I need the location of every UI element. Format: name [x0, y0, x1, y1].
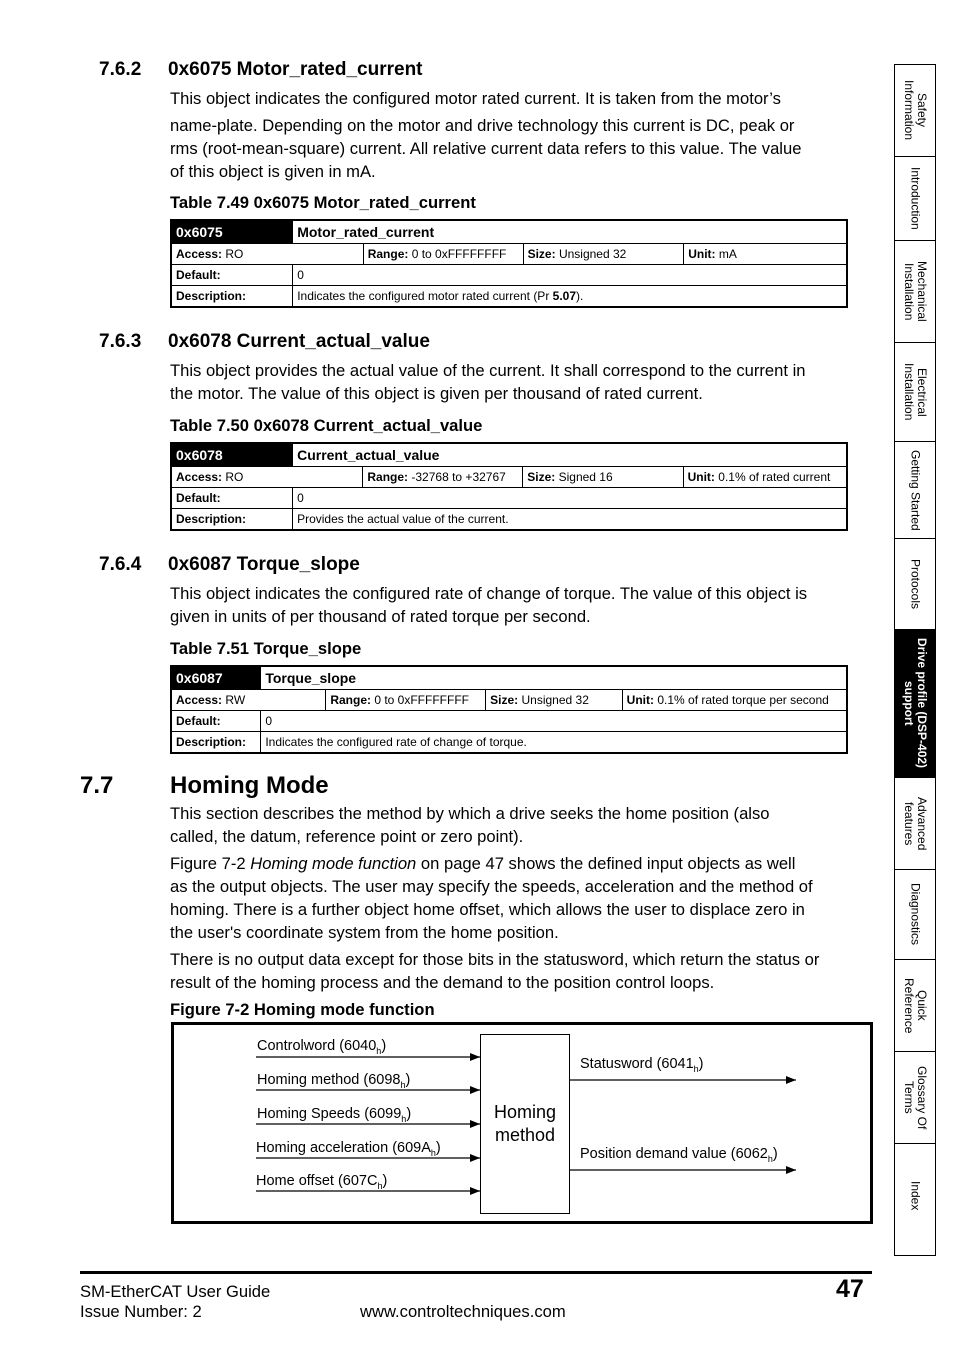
object-table-0x6078 [170, 442, 848, 531]
block-label-line: Homing [493, 1102, 557, 1122]
figure-reference-link[interactable]: Homing mode function [250, 854, 417, 873]
para-line: This object indicates the configured rate of change of torque. The value of this object is [170, 584, 808, 603]
input-label-home-offset: Home offset $(607C_h)$ [256, 1173, 388, 1191]
side-tab-8[interactable] [895, 870, 935, 960]
footer-rule [80, 1271, 872, 1274]
side-tab-label: Advanced features [902, 796, 929, 851]
section-title: 0x6087 Torque_slope [168, 554, 360, 575]
object-table-0x6075 [170, 219, 848, 308]
unit-cell: Unit: 0.1% of rated current [683, 467, 847, 488]
para-line: This object provides the actual value of the current. It shall correspond to the current in [170, 361, 806, 380]
range-cell: Range: 0 to 0xFFFFFFFF [363, 244, 523, 265]
table-caption-7-49: Table 7.49 0x6075 Motor_rated_current [170, 193, 476, 212]
para-line: given in units of per thousand of rated torque per second. [170, 607, 591, 626]
side-tab-label: Index [908, 1181, 923, 1211]
side-tab-label: Introduction [908, 167, 923, 230]
unit-cell: Unit: 0.1% of rated torque per second [622, 690, 847, 711]
para-line: the motor. The value of this object is given per thousand of rated current. [170, 384, 703, 403]
figure-caption-7-2: Figure 7-2 Homing mode function [170, 1000, 435, 1019]
footer-guide-title: SM-EtherCAT User Guide [80, 1282, 271, 1301]
side-tab-2[interactable] [895, 241, 935, 343]
side-tab-label: Safety Information [902, 80, 929, 141]
footer-issue-number: Issue Number: 2 [80, 1302, 202, 1321]
homing-method-block [480, 1034, 570, 1214]
homing-mode-diagram [171, 1022, 873, 1224]
side-tab-7[interactable] [895, 778, 935, 870]
description-value: Indicates the configured motor rated current (Pr 5.07). [293, 286, 847, 308]
object-index: 0x6075 [171, 220, 293, 244]
access-cell: Access: RO [171, 244, 363, 265]
section-number: 7.6.3 [99, 331, 142, 352]
side-tab-label: Drive profile (DSP-402) support [902, 638, 929, 769]
para-line: Figure 7-2 Homing mode function on page 47 shows the defined input objects as well [170, 854, 796, 873]
input-label-homing-speeds: Homing Speeds $(6099_h)$ [257, 1106, 412, 1124]
description-label: Description: [171, 286, 293, 308]
section-number: 7.6.4 [99, 554, 142, 575]
side-tab-label: Mechanical Installation [902, 261, 929, 322]
default-label: Default: [171, 711, 261, 732]
para-line: This object indicates the configured motor rated current. It is taken from the motor’s [170, 89, 781, 108]
table-caption-7-51: Table 7.51 Torque_slope [170, 639, 362, 658]
section-number: 7.6.2 [99, 59, 142, 80]
block-label-line: method [494, 1125, 556, 1145]
description-value: Indicates the configured rate of change of torque. [261, 732, 847, 754]
default-value: 0 [293, 488, 847, 509]
size-cell: Size: Unsigned 32 [486, 690, 623, 711]
section-7-6-3-paragraph [170, 359, 880, 405]
object-index: 0x6087 [171, 666, 261, 690]
object-name: Motor_rated_current [293, 220, 847, 244]
size-cell: Size: Signed 16 [523, 467, 683, 488]
side-tab-6[interactable] [895, 630, 935, 778]
range-cell: Range: 0 to 0xFFFFFFFF [326, 690, 486, 711]
default-label: Default: [171, 265, 293, 286]
range-cell: Range: -32768 to +32767 [363, 467, 523, 488]
para-line: rms (root-mean-square) current. All relative current data refers to this value. The value [170, 139, 802, 158]
output-label-statusword: Statusword $(6041_h)$ [580, 1056, 704, 1074]
default-value: 0 [293, 265, 847, 286]
section-7-6-4-paragraph [170, 582, 880, 628]
section-heading-7-6-4 [99, 554, 859, 578]
para-line: of this object is given in mA. [170, 162, 376, 181]
side-tab-label: Electrical Installation [902, 363, 929, 421]
para-line: as the output objects. The user may specify the speeds, acceleration and the method of [170, 877, 813, 896]
homing-paragraph-3 [170, 948, 880, 994]
section-7-6-2-paragraph [170, 87, 870, 183]
description-value: Provides the actual value of the current. [293, 509, 847, 531]
section-title: Homing Mode [170, 772, 329, 799]
para-line: homing. There is a further object home offset, which allows the user to displace zero in [170, 900, 805, 919]
section-title: 0x6078 Current_actual_value [168, 331, 430, 352]
description-label: Description: [171, 509, 293, 531]
section-heading-7-6-2 [99, 59, 859, 83]
object-table-0x6087 [170, 665, 848, 754]
side-tab-4[interactable] [895, 442, 935, 539]
table-caption-7-50: Table 7.50 0x6078 Current_actual_value [170, 416, 483, 435]
side-tab-9[interactable] [895, 960, 935, 1052]
section-heading-7-6-3 [99, 331, 859, 355]
section-heading-7-7 [80, 772, 860, 802]
para-line: called, the datum, reference point or zero point). [170, 827, 524, 846]
para-line: This section describes the method by which a drive seeks the home position (also [170, 804, 770, 823]
side-tab-label: Protocols [908, 558, 923, 610]
input-label-controlword: Controlword $(6040_h)$ [257, 1038, 387, 1056]
output-label-position-demand: Position demand value $(6062_h)$ [580, 1146, 778, 1164]
input-label-homing-method: Homing method $(6098_h)$ [257, 1072, 411, 1090]
page-number: 47 [836, 1275, 864, 1303]
homing-paragraph-1 [170, 802, 880, 848]
unit-cell: Unit: mA [684, 244, 847, 265]
para-line: There is no output data except for those bits in the statusword, which return the status or [170, 950, 820, 969]
input-label-homing-acceleration: Homing acceleration $(609A_h)$ [256, 1140, 441, 1158]
para-line: the user's coordinate system from the home position. [170, 923, 559, 942]
side-tab-3[interactable] [895, 343, 935, 442]
para-line: result of the homing process and the demand to the position control loops. [170, 973, 715, 992]
object-index: 0x6078 [171, 443, 293, 467]
side-tab-label: Glossary Of Terms [902, 1065, 929, 1130]
default-label: Default: [171, 488, 293, 509]
footer-website: www.controltechniques.com [360, 1302, 566, 1321]
side-tab-1[interactable] [895, 157, 935, 241]
para-line: name-plate. Depending on the motor and drive technology this current is DC, peak or [170, 116, 795, 135]
side-tab-0[interactable] [895, 65, 935, 157]
side-tab-5[interactable] [895, 539, 935, 630]
description-label: Description: [171, 732, 261, 754]
side-tab-label: Quick Reference [902, 977, 929, 1034]
side-tab-10[interactable] [895, 1052, 935, 1144]
homing-paragraph-2 [170, 852, 880, 944]
object-name: Current_actual_value [293, 443, 847, 467]
side-tab-11[interactable] [895, 1144, 935, 1248]
default-value: 0 [261, 711, 847, 732]
section-number: 7.7 [80, 772, 114, 799]
access-cell: Access: RO [171, 467, 363, 488]
side-tab-label: Diagnostics [908, 883, 923, 946]
chapter-side-tabs [894, 64, 936, 1256]
section-title: 0x6075 Motor_rated_current [168, 59, 423, 80]
side-tab-label: Getting Started [908, 449, 923, 531]
object-name: Torque_slope [261, 666, 847, 690]
access-cell: Access: RW [171, 690, 326, 711]
size-cell: Size: Unsigned 32 [523, 244, 684, 265]
